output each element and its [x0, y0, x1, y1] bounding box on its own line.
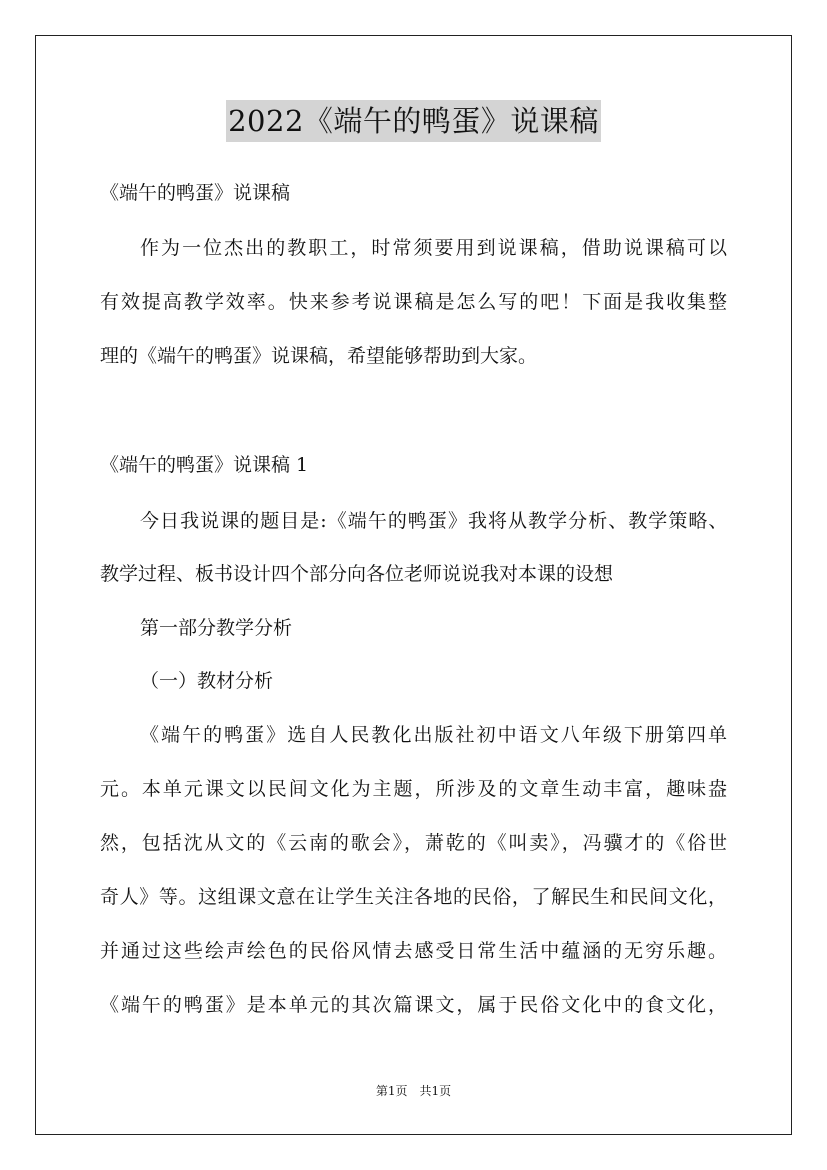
analysis-line-5: 并通过这些绘声绘色的民俗风情去感受日常生活中蕴涵的无穷乐趣。: [100, 940, 729, 962]
document-title: 2022《端午的鸭蛋》说课稿: [226, 100, 601, 142]
analysis-line-6: 《端午的鸭蛋》是本单元的其次篇课文，属于民俗文化中的食文化，: [100, 994, 729, 1016]
intro-line-1: 作为一位杰出的教职工，时常须要用到说课稿，借助说课稿可以: [140, 237, 730, 259]
section-heading: 《端午的鸭蛋》说课稿 1: [100, 454, 309, 476]
sub-heading: （一）教材分析: [140, 670, 274, 692]
analysis-line-4: 奇人》等。这组课文意在让学生关注各地的民俗，了解民生和民间文化，: [100, 886, 728, 908]
page-footer: 第1页 共1页: [375, 1084, 452, 1098]
part-heading: 第一部分教学分析: [140, 617, 293, 639]
intro-line-3: 理的《端午的鸭蛋》说课稿，希望能够帮助到大家。: [100, 345, 538, 367]
section-intro-line-1: 今日我说课的题目是:《端午的鸭蛋》我将从教学分析、教学策略、: [140, 510, 729, 532]
intro-line-2: 有效提高教学效率。快来参考说课稿是怎么写的吧！下面是我收集整: [100, 291, 729, 313]
analysis-line-3: 然，包括沈从文的《云南的歌会》，萧乾的《叫卖》，冯骥才的《俗世: [100, 832, 729, 854]
analysis-line-2: 元。本单元课文以民间文化为主题，所涉及的文章生动丰富，趣味盎: [100, 778, 729, 800]
document-title-wrap: [0, 100, 827, 142]
subtitle: 《端午的鸭蛋》说课稿: [100, 182, 291, 204]
section-intro-line-2: 教学过程、板书设计四个部分向各位老师说说我对本课的设想: [100, 563, 614, 585]
analysis-line-1: 《端午的鸭蛋》选自人民教化出版社初中语文八年级下册第四单: [140, 724, 730, 746]
